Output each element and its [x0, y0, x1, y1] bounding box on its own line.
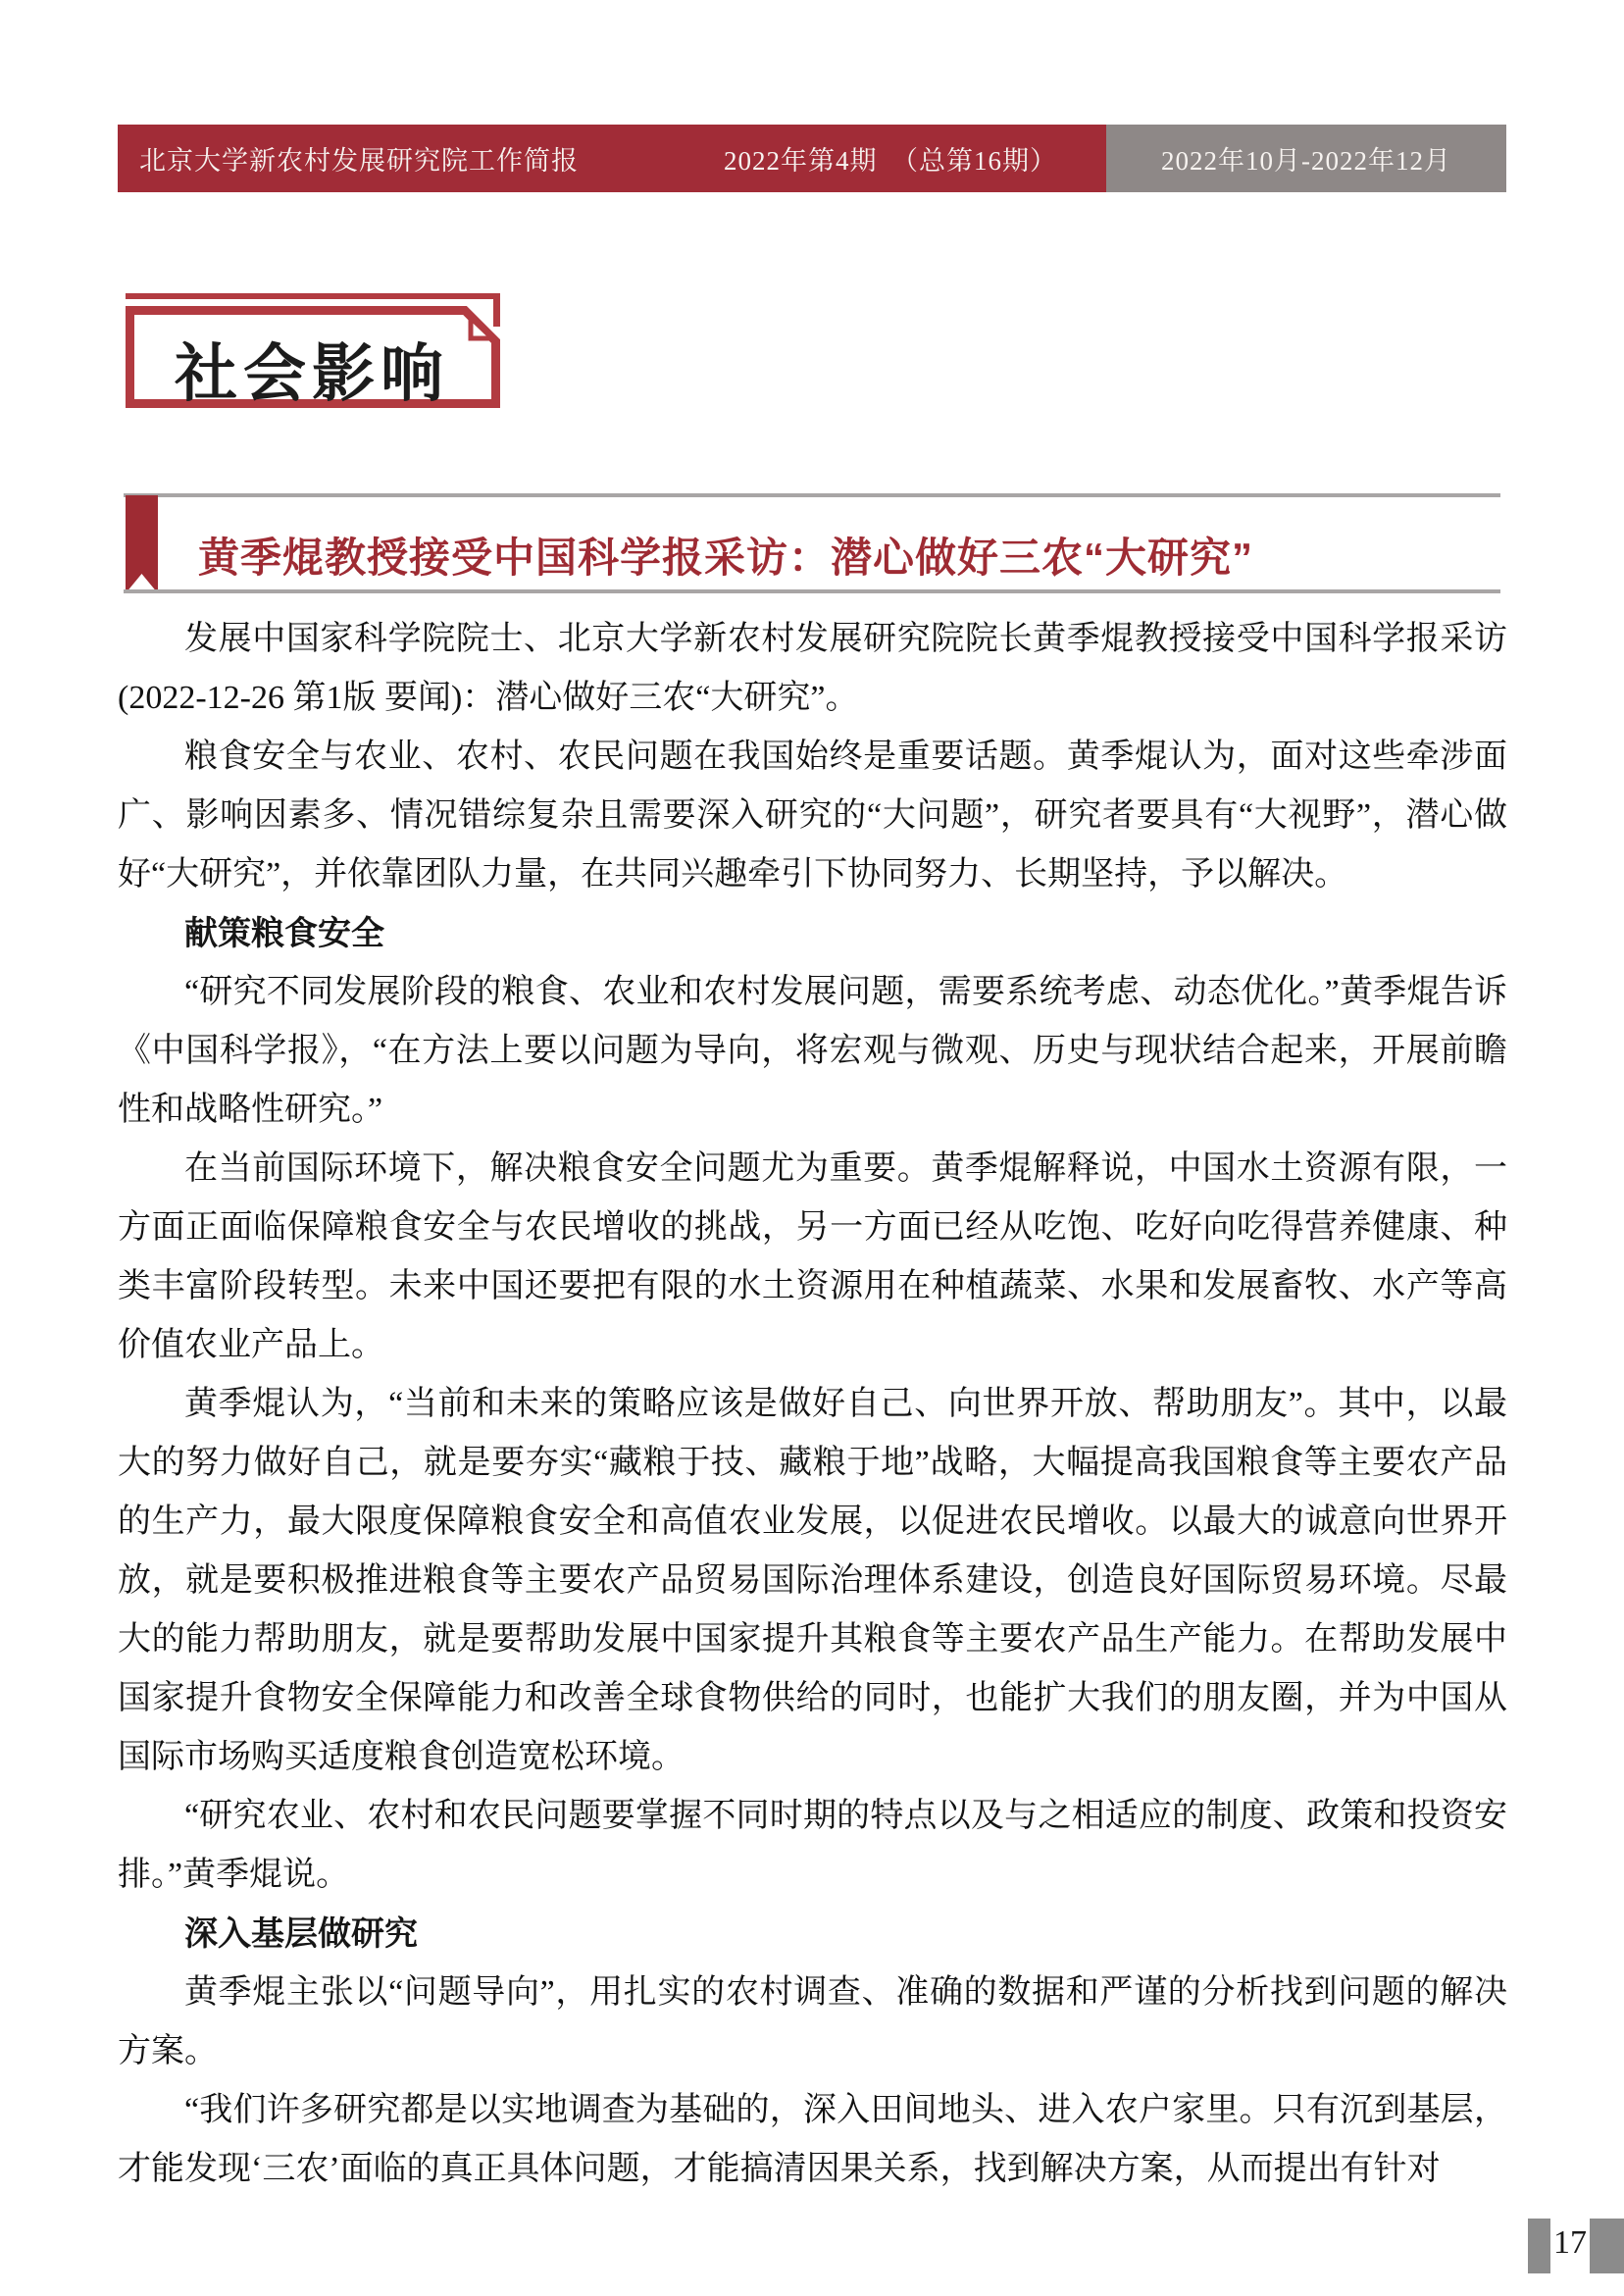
paragraph: 黄季焜认为，“当前和未来的策略应该是做好自己、向世界开放、帮助朋友”。其中，以最大的努力做好自己，就是要夯实“藏粮于技、藏粮于地”战略，大幅提高我国粮食等主要农产品的生产力，最大限度保障粮食安全和高值农业发展，以促进农民增收。以最大的诚意向世界开放，就是要积极推进粮食等主要农产品贸易国际治理体系建设，创造良好国际贸易环境。尽最大的能力帮助朋友，就是要帮助发展中国家提升其粮食等主要农产品生产能力。在帮助发展中国家提升食物安全保障能力和改善全球食物供给的同时，也能扩大我们的朋友圈，并为中国从国际市场购买适度粮食创造宽松环境。 [118, 1386, 1507, 1775]
article-title: 黄季焜教授接受中国科学报采访：潜心做好三农“大研究” [198, 535, 1254, 581]
paragraph: “研究农业、农村和农民问题要掌握不同时期的特点以及与之相适应的制度、政策和投资安排。”黄季焜说。 [118, 1798, 1507, 1893]
paragraph: “研究不同发展阶段的粮食、农业和农村发展问题，需要系统考虑、动态优化。”黄季焜告诉《中国科学报》，“在方法上要以问题为导向，将宏观与微观、历史与现状结合起来，开展前瞻性和战略性研究。” [118, 974, 1507, 1128]
page-number: 17 [1553, 2224, 1587, 2261]
banner-top-rule [124, 493, 1500, 497]
subheading: 献策粮食安全 [184, 915, 384, 952]
section-title: 社会影响 [175, 338, 449, 409]
subheading: 深入基层做研究 [184, 1915, 418, 1953]
paragraph: 在当前国际环境下，解决粮食安全问题尤为重要。黄季焜解释说，中国水土资源有限，一方面正面临保障粮食安全与农民增收的挑战，另一方面已经从吃饱、吃好向吃得营养健康、种类丰富阶段转型。未来中国还要把有限的水土资源用在种植蔬菜、水果和发展畜牧、水产等高价值农业产品上。 [118, 1150, 1507, 1363]
paragraph: 发展中国家科学院院士、北京大学新农村发展研究院院长黄季焜教授接受中国科学报采访(2022-12-26 第1版 要闻)：潜心做好三农“大研究”。 [118, 621, 1507, 716]
paragraph: 黄季焜主张以“问题导向”，用扎实的农村调查、准确的数据和严谨的分析找到问题的解决方案。 [118, 1974, 1507, 2069]
newsletter-title: 北京大学新农村发展研究院工作简报 [139, 146, 579, 176]
banner-bottom-rule [124, 589, 1500, 593]
period-label: 2022年10月-2022年12月 [1106, 125, 1506, 192]
issue-label: 2022年第4期 （总第16期） [724, 146, 1057, 176]
footer-left-block [1528, 2219, 1550, 2273]
footer-right-block [1590, 2219, 1624, 2273]
paragraph: 粮食安全与农业、农村、农民问题在我国始终是重要话题。黄季焜认为，面对这些牵涉面广、影响因素多、情况错综复杂且需要深入研究的“大问题”，研究者要具有“大视野”，潜心做好“大研究”，并依靠团队力量，在共同兴趣牵引下协同努力、长期坚持，予以解决。 [118, 739, 1507, 893]
article-body [118, 610, 1507, 2199]
paragraph: “我们许多研究都是以实地调查为基础的，深入田间地头、进入农户家里。只有沉到基层，才能发现‘三农’面临的真正具体问题，才能搞清因果关系，找到解决方案，从而提出有针对 [118, 2092, 1507, 2187]
